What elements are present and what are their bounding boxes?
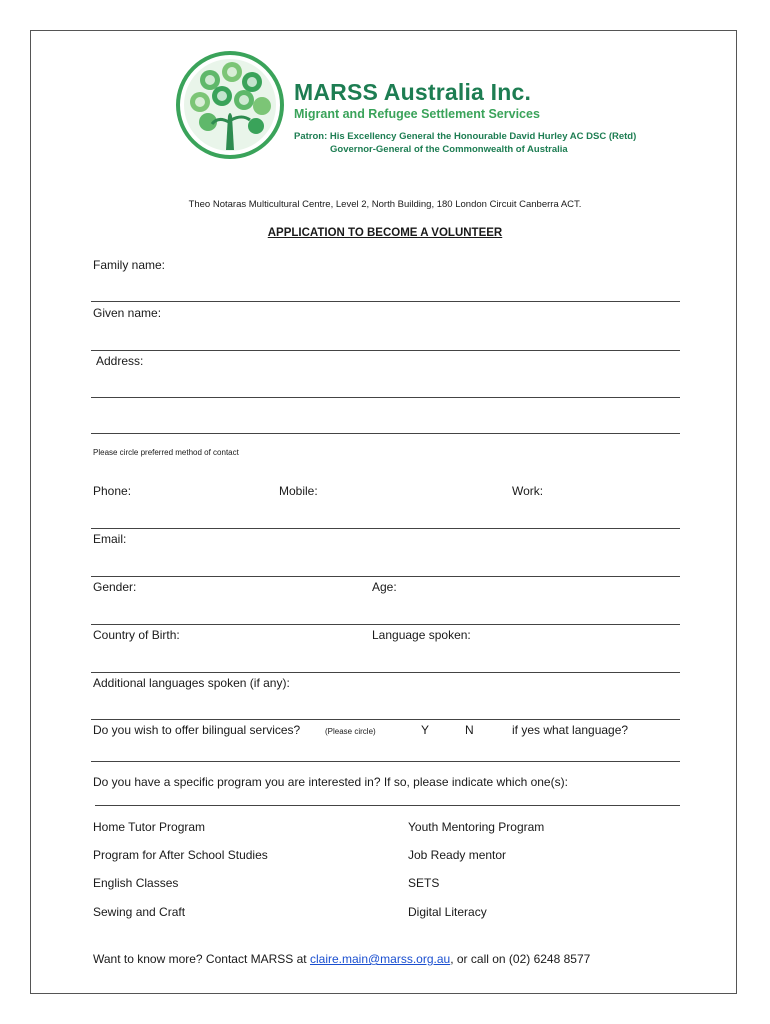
phone-line[interactable]: [91, 528, 680, 529]
program-option-sets[interactable]: SETS: [408, 876, 440, 890]
contact-footer-prefix: Want to know more? Contact MARSS at: [93, 952, 310, 966]
phone-label[interactable]: Phone:: [93, 484, 132, 498]
patron-line-2: Governor-General of the Commonwealth of Australia: [330, 144, 568, 155]
language-label: Language spoken:: [372, 628, 471, 642]
program-option-digital-literacy[interactable]: Digital Literacy: [408, 905, 487, 919]
please-circle-note: (Please circle): [325, 727, 376, 736]
program-option-youth-mentoring[interactable]: Youth Mentoring Program: [408, 820, 545, 834]
address-line-2[interactable]: [91, 433, 680, 434]
family-name-label: Family name:: [93, 258, 166, 272]
contact-footer: [93, 952, 590, 966]
gender-label: Gender:: [93, 580, 137, 594]
program-question: Do you have a specific program you are interested in? If so, please indicate which one(s):: [93, 775, 568, 789]
country-language-line[interactable]: [91, 672, 680, 673]
program-option-job-ready[interactable]: Job Ready mentor: [408, 848, 507, 862]
program-option-english-classes[interactable]: English Classes: [93, 876, 179, 890]
program-option-home-tutor[interactable]: Home Tutor Program: [93, 820, 206, 834]
program-option-after-school[interactable]: Program for After School Studies: [93, 848, 268, 862]
given-name-label: Given name:: [93, 306, 162, 320]
additional-languages-label: Additional languages spoken (if any):: [93, 676, 290, 690]
marss-tree-logo: [174, 50, 286, 160]
gender-age-line[interactable]: [91, 624, 680, 625]
work-label[interactable]: Work:: [512, 484, 544, 498]
org-name: MARSS Australia Inc.: [294, 79, 532, 105]
address-line-1[interactable]: [91, 397, 680, 398]
family-name-line[interactable]: [91, 301, 680, 302]
email-line[interactable]: [91, 576, 680, 577]
bilingual-line[interactable]: [91, 761, 680, 762]
contact-note: Please circle preferred method of contact: [93, 448, 239, 457]
org-address: Theo Notaras Multicultural Centre, Level 2, North Building, 180 London Circuit Canberra ACT.: [188, 199, 582, 210]
contact-email-link[interactable]: claire.main@marss.org.au: [309, 952, 451, 966]
org-subtitle: Migrant and Refugee Settlement Services: [294, 107, 540, 121]
age-label: Age:: [372, 580, 397, 594]
bilingual-yes-option[interactable]: Y: [421, 723, 430, 737]
contact-footer-suffix: , or call on (02) 6248 8577: [450, 952, 591, 966]
mobile-label[interactable]: Mobile:: [279, 484, 318, 498]
program-option-sewing-craft[interactable]: Sewing and Craft: [93, 905, 186, 919]
bilingual-no-option[interactable]: N: [465, 723, 474, 737]
patron-line-1: Patron: His Excellency General the Honourable David Hurley AC DSC (Retd): [294, 131, 637, 142]
bilingual-question: Do you wish to offer bilingual services?: [93, 723, 301, 737]
additional-languages-line[interactable]: [91, 719, 680, 720]
program-question-line[interactable]: [95, 805, 680, 806]
address-label: Address:: [96, 354, 144, 368]
country-label: Country of Birth:: [93, 628, 180, 642]
form-title: APPLICATION TO BECOME A VOLUNTEER: [267, 227, 503, 239]
given-name-line[interactable]: [91, 350, 680, 351]
email-label: Email:: [93, 532, 127, 546]
bilingual-language-label: if yes what language?: [512, 723, 629, 737]
